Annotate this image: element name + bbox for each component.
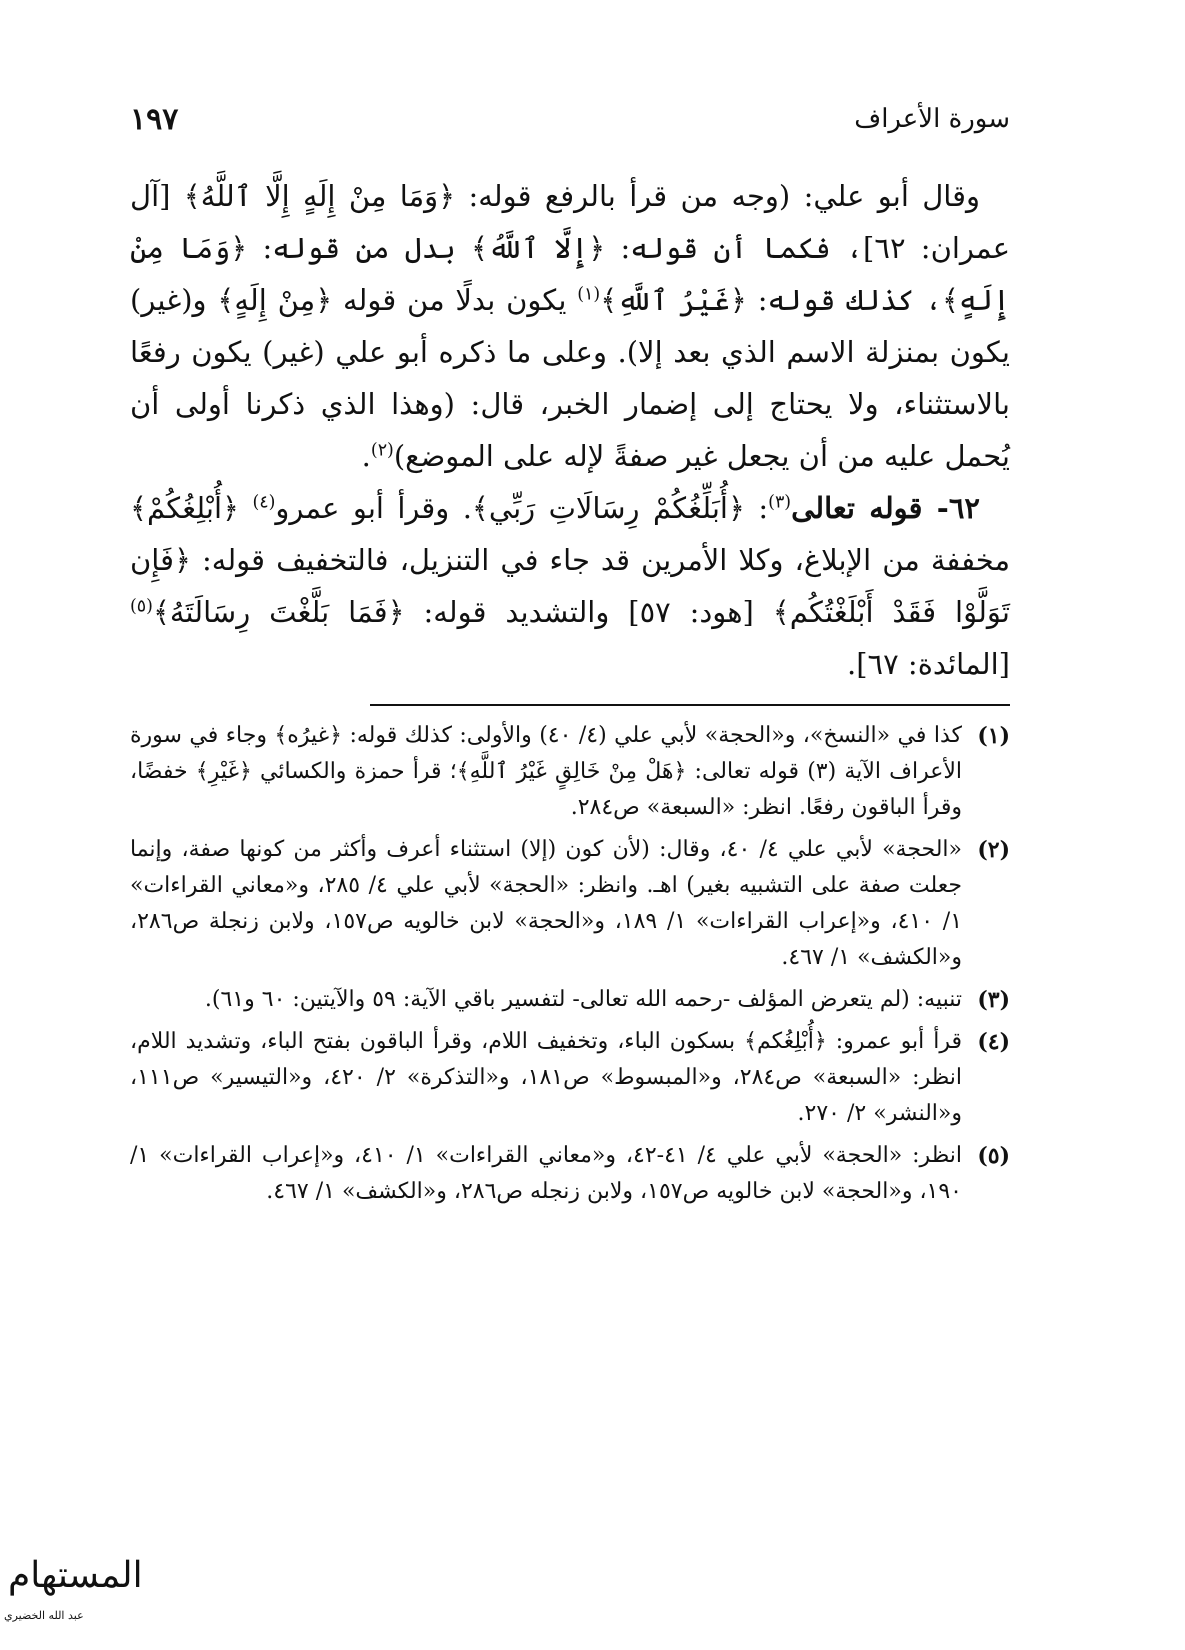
footnote-ref-3: (٣) [768, 492, 792, 513]
paragraph-2 [130, 482, 1010, 690]
page-header [130, 100, 1010, 160]
footnote-text: انظر: «الحجة» لأبي علي ٤/ ٤١-٤٢، و«معاني القراءات» ١/ ٤١٠، و«إعراب القراءات» ١/ ١٩٠، و«الحجة» لابن خالويه ص١٥٧، ولابن زنجله ص٢٨٦، و«الكشف» ١/ ٤٦٧. [130, 1143, 962, 1204]
footnote-number: (٤) [977, 1029, 1010, 1055]
verse-number-label: ٦٢- قوله تعالى [791, 491, 980, 525]
footnote-divider [370, 704, 1010, 706]
footnote [130, 1024, 1010, 1132]
logo-text: المستهام [8, 1555, 143, 1596]
footnote-ref-5: (٥) [130, 596, 153, 617]
footnote [130, 982, 1010, 1018]
footnote-text: تنبيه: (لم يتعرض المؤلف -رحمه الله تعالى- لتفسير باقي الآية: ٥٩ والآيتين: ٦٠ و٦١). [204, 987, 962, 1012]
footnote-number: (١) [977, 723, 1010, 749]
logo-caption: عبد الله الخضيري [4, 1609, 84, 1622]
page-number: ١٩٧ [130, 102, 179, 137]
footnote-number: (٢) [977, 837, 1010, 863]
footnote-ref-4: (٤) [252, 492, 276, 513]
publisher-logo [0, 1555, 143, 1635]
footnote-number: (٣) [977, 987, 1010, 1013]
paragraph-2-text: : ﴿أُبَلِّغُكُمْ رِسَالَاتِ رَبِّي﴾. وقرأ أبو عمرو [275, 491, 769, 525]
footnote [130, 832, 1010, 976]
footnote [130, 718, 1010, 826]
footnote-text: قرأ أبو عمرو: ﴿أُبْلِغُكم﴾ بسكون الباء، وتخفيف اللام، وقرأ الباقون بفتح الباء، وتشديد اللام، انظر: «السبعة» ص٢٨٤، و«المبسوط» ص١٨١، و«التذكرة» ٢/ ٤٢٠، و«التيسير» ص١١١، و«النشر» ٢/ ٢٧٠. [130, 1029, 962, 1126]
paragraph-1 [130, 170, 1010, 482]
paragraph-1-continued: يكون بدلًا من قوله ﴿مِنْ إِلَهٍ﴾ و(غير) يكون بمنزلة الاسم الذي بعد إلا). وعلى ما ذكره أبو علي (غير) يكون رفعًا بالاستثناء، ولا يحتاج إلى إضمار الخبر، قال: (وهذا الذي ذكرنا أولى أن يُحمل عليه من أن يجعل غير صفةً لإله على الموضع) [130, 283, 1010, 473]
footnote-ref-1: (١) [577, 284, 601, 305]
surah-title: سورة الأعراف [854, 104, 1010, 134]
paragraph-2-continued: ﴿أُبْلِغُكُمْ﴾ مخففة من الإبلاغ، وكلا الأمرين قد جاء في التنزيل، فالتخفيف قوله: ﴿فَإِن تَوَلَّوْا فَقَدْ أَبْلَغْتُكُم﴾ [هود: ٥٧] والتشديد قوله: ﴿فَمَا بَلَّغْتَ رِسَالَتَهُ﴾ [130, 491, 1010, 629]
footnote-number: (٥) [977, 1143, 1010, 1169]
footnote [130, 1138, 1010, 1210]
footnotes [130, 718, 1010, 1210]
main-text [130, 170, 1010, 690]
footnote-ref-2: (٢) [370, 440, 394, 461]
paragraph-1-text: وقال أبو علي: (وجه من قرأ بالرفع قوله: ﴿وَمَا مِنْ إِلَهٍ إِلَّا ٱللَّهُ﴾ [آل عمران: ٦٢]، فكما أن قوله: ﴿إِلَّا ٱللَّهُ﴾ بدل من قوله: ﴿وَمَا مِنْ إِلَهٍ﴾، كذلك قوله: ﴿غَيْرُ ٱللَّهِ﴾ [130, 179, 1011, 317]
paragraph-2-end: [المائدة: ٦٧]. [847, 647, 1010, 681]
paragraph-1-end: . [361, 439, 371, 473]
footnote-text: كذا في «النسخ»، و«الحجة» لأبي علي (٤/ ٤٠) والأولى: كذلك قوله: ﴿غيرُه﴾ وجاء في سورة الأعراف الآية (٣) قوله تعالى: ﴿هَلْ مِنْ خَالِقٍ غَيْرُ ٱللَّهِ﴾؛ قرأ حمزة والكسائي ﴿غَيْرِ﴾ خفضًا، وقرأ الباقون رفعًا. انظر: «السبعة» ص٢٨٤. [130, 723, 963, 820]
book-page [130, 100, 1010, 1216]
footnote-text: «الحجة» لأبي علي ٤/ ٤٠، وقال: (لأن كون (إلا) استثناء أعرف وأكثر من كونها صفة، وإنما جعلت صفة على التشبيه بغير) اهـ. وانظر: «الحجة» لأبي علي ٤/ ٢٨٥، و«معاني القراءات» ١/ ٤١٠، و«إعراب القراءات» ١/ ١٨٩، و«الحجة» لابن خالويه ص١٥٧، ولابن زنجلة ص٢٨٦، و«الكشف» ١/ ٤٦٧. [130, 837, 963, 970]
